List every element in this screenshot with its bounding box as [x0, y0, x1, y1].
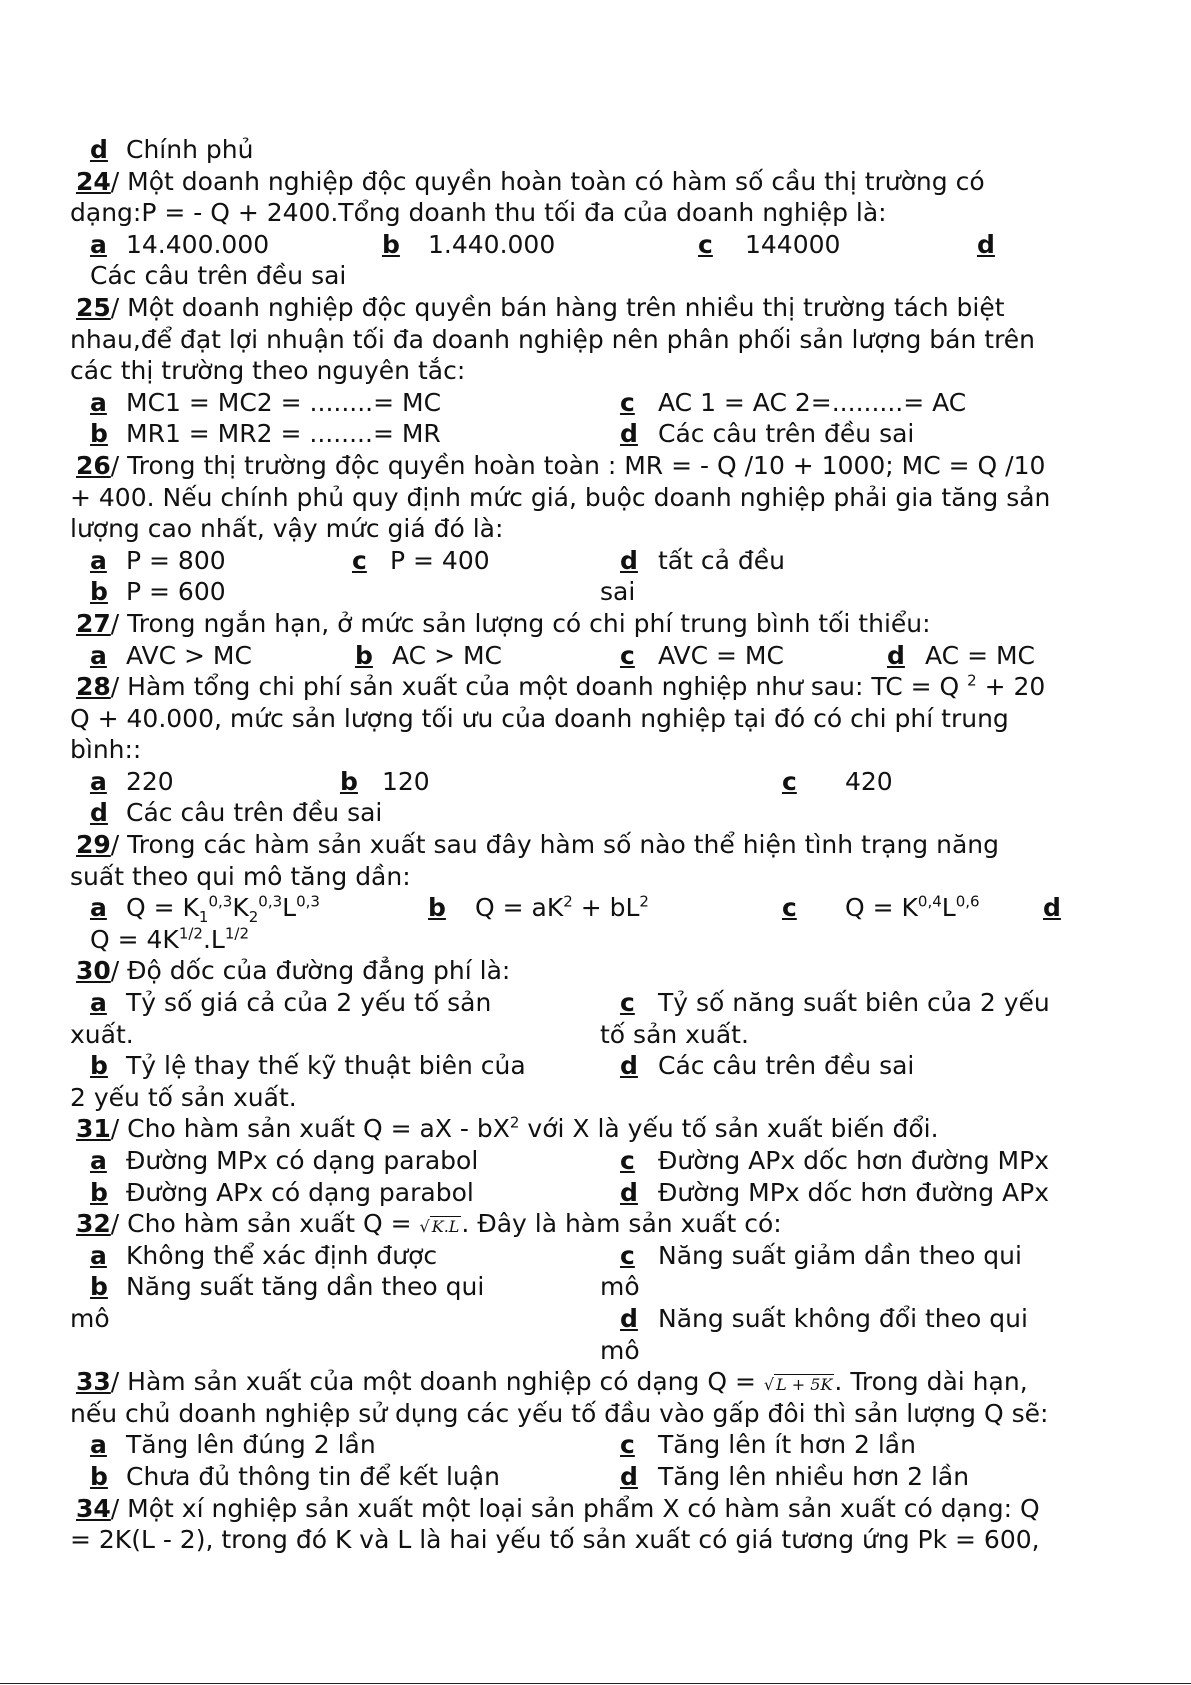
question-28-options: [70, 766, 1140, 798]
question-31-line-1: [70, 1113, 1140, 1145]
question-text: / Trong thị trường độc quyền hoàn toàn : MR = - Q /10 + 1000; MC = Q /10: [110, 450, 1046, 480]
question-number: 31: [76, 1114, 111, 1144]
option-text: Các câu trên đều sai: [658, 1051, 915, 1081]
question-text: lượng cao nhất, vậy mức giá đó là:: [70, 514, 504, 544]
option-text: Tỷ lệ thay thế kỹ thuật biên của: [126, 1051, 526, 1081]
option-letter: b: [428, 893, 446, 923]
option-letter: b: [90, 1272, 108, 1302]
option-text: Các câu trên đều sai: [658, 419, 915, 449]
question-text: / Cho hàm sản xuất Q = aX - bX: [110, 1114, 510, 1144]
option-text: 14.400.000: [126, 229, 270, 259]
option-letter: c: [782, 766, 797, 796]
question-text: các thị trường theo nguyên tắc:: [70, 356, 466, 386]
option-letter: d: [1043, 893, 1061, 923]
question-24-options: [70, 229, 1140, 261]
question-30-line-1: [70, 955, 1140, 987]
sqrt-expression: √ L + 5K: [763, 1375, 833, 1395]
option-letter: a: [90, 387, 107, 417]
option-text: Chưa đủ thông tin để kết luận: [126, 1461, 500, 1491]
question-text: nhau,để đạt lợi nhuận tối đa doanh nghiệp nên phân phối sản lượng bán trên: [70, 324, 1036, 354]
question-30-option-b-cont: [70, 1082, 1140, 1114]
question-33-options-bd: [70, 1461, 1140, 1493]
question-32-options-b: [70, 1271, 1140, 1303]
option-letter: a: [90, 893, 107, 923]
question-25-line-2: [70, 324, 1140, 356]
question-text: . Đây là hàm sản xuất có:: [461, 1209, 782, 1239]
option-letter: c: [620, 640, 635, 670]
formula-b: $Q = aK^2 + bL^2$: [475, 892, 649, 923]
option-letter: c: [698, 229, 713, 259]
option-text: tất cả đều: [658, 545, 785, 575]
option-text: AVC > MC: [126, 640, 252, 670]
option-text: Tăng lên nhiều hơn 2 lần: [658, 1461, 970, 1491]
question-text: / Hàm tổng chi phí sản xuất của một doanh nghiệp như sau: TC = Q: [110, 672, 968, 702]
question-26-line-2: [70, 482, 1140, 514]
question-32-line-1: [70, 1208, 1140, 1240]
option-text: Năng suất không đổi theo qui: [658, 1303, 1028, 1333]
option-text: Năng suất giảm dần theo qui: [658, 1240, 1022, 1270]
option-text: 220: [126, 766, 174, 796]
question-number: 28: [76, 672, 111, 702]
option-text: P = 800: [126, 545, 226, 575]
option-text: Đường MPx dốc hơn đường APx: [658, 1177, 1049, 1207]
page-bottom-rule: [0, 1683, 1191, 1684]
option-letter: a: [90, 229, 107, 259]
option-letter: b: [90, 577, 108, 607]
question-29-line-2: [70, 861, 1140, 893]
question-32-options-ac: [70, 1240, 1140, 1272]
question-number: 27: [76, 608, 111, 638]
question-text: / Trong các hàm sản xuất sau đây hàm số nào thể hiện tình trạng năng: [110, 830, 999, 860]
question-31-options-bd: [70, 1177, 1140, 1209]
option-text: 2 yếu tố sản xuất.: [70, 1082, 297, 1112]
question-text: dạng:P = - Q + 2400.Tổng doanh thu tối đa của doanh nghiệp là:: [70, 198, 887, 228]
question-text: / Hàm sản xuất của một doanh nghiệp có dạng Q =: [110, 1367, 764, 1397]
option-text: P = 400: [390, 545, 490, 575]
option-text: Không thể xác định được: [126, 1240, 438, 1270]
question-33-line-2: [70, 1398, 1140, 1430]
question-text: với X là yếu tố sản xuất biến đổi.: [519, 1114, 939, 1144]
option-letter: d: [977, 229, 995, 259]
q23-option-d-line: [70, 134, 1140, 166]
question-25-line-1: [70, 292, 1140, 324]
option-text: tố sản xuất.: [600, 1019, 749, 1049]
option-letter: d: [620, 419, 638, 449]
option-letter: d: [620, 1177, 638, 1207]
option-letter: c: [620, 1430, 635, 1460]
option-text: Tỷ số năng suất biên của 2 yếu: [658, 988, 1050, 1018]
question-text: / Cho hàm sản xuất Q =: [110, 1209, 420, 1239]
option-letter: a: [90, 988, 107, 1018]
question-24-line-2: [70, 197, 1140, 229]
question-24-line-1: [70, 166, 1140, 198]
option-text: Tăng lên đúng 2 lần: [126, 1430, 376, 1460]
option-text: 120: [382, 766, 430, 796]
option-text: sai: [600, 577, 636, 607]
question-number: 29: [76, 830, 111, 860]
option-letter: d: [620, 1051, 638, 1081]
question-31-options-ac: [70, 1145, 1140, 1177]
question-text: / Độ dốc của đường đẳng phí là:: [110, 956, 511, 986]
question-26-line-3: [70, 513, 1140, 545]
option-letter: c: [620, 1146, 635, 1175]
option-letter: d: [90, 135, 108, 164]
question-32-options-d: [70, 1303, 1140, 1335]
option-text: AC > MC: [392, 640, 502, 670]
option-letter: d: [887, 640, 905, 670]
question-34-line-1: [70, 1493, 1140, 1525]
option-letter: c: [620, 387, 635, 417]
option-letter: b: [382, 229, 400, 259]
option-letter: b: [90, 1177, 108, 1207]
option-letter: a: [90, 1146, 107, 1175]
option-text: mô: [600, 1335, 640, 1365]
question-number: 33: [76, 1367, 111, 1397]
formula-d: $Q = 4K^{1/2}.L^{1/2}$: [90, 924, 249, 954]
question-number: 25: [76, 292, 111, 322]
option-letter: d: [620, 1461, 638, 1491]
question-30-options-bd: [70, 1050, 1140, 1082]
formula-c: $Q = K^{0,4}L^{0,6}$: [845, 892, 980, 923]
question-25-line-3: [70, 355, 1140, 387]
question-number: 32: [76, 1209, 111, 1239]
option-text: 144000: [745, 229, 841, 259]
question-34-line-2: [70, 1524, 1140, 1556]
option-letter: a: [90, 1430, 107, 1460]
question-text: bình::: [70, 735, 142, 765]
option-text: AC = MC: [925, 640, 1035, 670]
option-text: Chính phủ: [126, 135, 254, 164]
question-text: / Một doanh nghiệp độc quyền bán hàng trên nhiều thị trường tách biệt: [110, 292, 1005, 322]
question-28-line-2: [70, 703, 1140, 735]
question-text: + 400. Nếu chính phủ quy định mức giá, buộc doanh nghiệp phải gia tăng sản: [70, 482, 1051, 512]
question-26-line-1: [70, 450, 1140, 482]
option-text: Các câu trên đều sai: [126, 798, 383, 828]
option-letter: a: [90, 640, 107, 670]
formula-a: $Q = K_1^{0,3}K_2^{0,3}L^{0,3}$: [126, 892, 320, 927]
option-text: mô: [70, 1303, 110, 1333]
option-letter: d: [90, 798, 108, 828]
question-text: + 20: [976, 672, 1046, 702]
question-text: / Trong ngắn hạn, ở mức sản lượng có chi phí trung bình tối thiểu:: [110, 608, 931, 638]
question-33-options-ac: [70, 1429, 1140, 1461]
exponent: 2: [967, 671, 977, 690]
question-text: / Một doanh nghiệp độc quyền hoàn toàn có hàm số cầu thị trường có: [110, 166, 985, 196]
option-letter: b: [90, 419, 108, 449]
question-30-options-ac-cont: [70, 1019, 1140, 1051]
question-number: 30: [76, 956, 111, 986]
option-text: 1.440.000: [428, 229, 556, 259]
option-text: MR1 = MR2 = ........= MR: [126, 419, 441, 449]
option-text: AVC = MC: [658, 640, 784, 670]
option-text: Tỷ số giá cả của 2 yếu tố sản: [126, 988, 492, 1018]
question-29-option-d: [70, 924, 1140, 956]
option-letter: c: [782, 893, 797, 923]
option-text: Các câu trên đều sai: [90, 261, 347, 291]
question-number: 24: [76, 166, 111, 196]
question-28-option-d: [70, 797, 1140, 829]
option-text: AC 1 = AC 2=.........= AC: [658, 387, 967, 417]
question-text: / Một xí nghiệp sản xuất một loại sản phẩm X có hàm sản xuất có dạng: Q: [110, 1493, 1040, 1523]
question-text: . Trong dài hạn,: [834, 1367, 1028, 1397]
question-text: Q + 40.000, mức sản lượng tối ưu của doanh nghiệp tại đó có chi phí trung: [70, 703, 1009, 733]
option-text: xuất.: [70, 1019, 134, 1049]
option-letter: d: [620, 545, 638, 575]
question-text: nếu chủ doanh nghiệp sử dụng các yếu tố đầu vào gấp đôi thì sản lượng Q sẽ:: [70, 1398, 1049, 1428]
question-30-options-ac: [70, 987, 1140, 1019]
exponent: 2: [509, 1114, 520, 1133]
question-number: 26: [76, 450, 111, 480]
option-letter: b: [340, 766, 358, 796]
option-text: Tăng lên ít hơn 2 lần: [658, 1430, 916, 1460]
question-25-options-bd: [70, 418, 1140, 450]
question-27-line-1: [70, 608, 1140, 640]
option-letter: c: [620, 988, 635, 1018]
option-letter: a: [90, 1240, 107, 1270]
question-26-options-acd: [70, 545, 1140, 577]
option-text: Đường APx dốc hơn đường MPx: [658, 1146, 1049, 1175]
question-26-options-b: [70, 576, 1140, 608]
option-text: Năng suất tăng dần theo qui: [126, 1272, 485, 1302]
option-text: Đường APx có dạng parabol: [126, 1177, 474, 1207]
option-text: Đường MPx có dạng parabol: [126, 1146, 479, 1175]
question-number: 34: [76, 1493, 111, 1523]
option-letter: b: [355, 640, 373, 670]
question-32-option-d-cont: [70, 1335, 1140, 1367]
question-25-options-ac: [70, 387, 1140, 419]
sqrt-expression: √ K.L: [419, 1217, 460, 1237]
option-letter: c: [620, 1240, 635, 1270]
question-28-line-1: [70, 671, 1140, 703]
question-28-line-3: [70, 734, 1140, 766]
option-letter: a: [90, 766, 107, 796]
option-text: P = 600: [126, 577, 226, 607]
option-letter: b: [90, 1461, 108, 1491]
option-text: mô: [600, 1272, 640, 1302]
option-text: 420: [845, 766, 893, 796]
option-letter: b: [90, 1051, 108, 1081]
question-29-options: [70, 892, 1140, 927]
document-page: [70, 134, 1140, 1556]
question-29-line-1: [70, 829, 1140, 861]
question-text: = 2K(L - 2), trong đó K và L là hai yếu tố sản xuất có giá tương ứng Pk = 600,: [70, 1525, 1040, 1555]
question-24-option-d: [70, 260, 1140, 292]
option-letter: c: [352, 545, 367, 575]
option-letter: d: [620, 1303, 638, 1333]
option-letter: a: [90, 545, 107, 575]
question-33-line-1: [70, 1366, 1140, 1398]
question-27-options: [70, 640, 1140, 672]
question-text: suất theo qui mô tăng dần:: [70, 861, 411, 891]
option-text: MC1 = MC2 = ........= MC: [126, 387, 442, 417]
